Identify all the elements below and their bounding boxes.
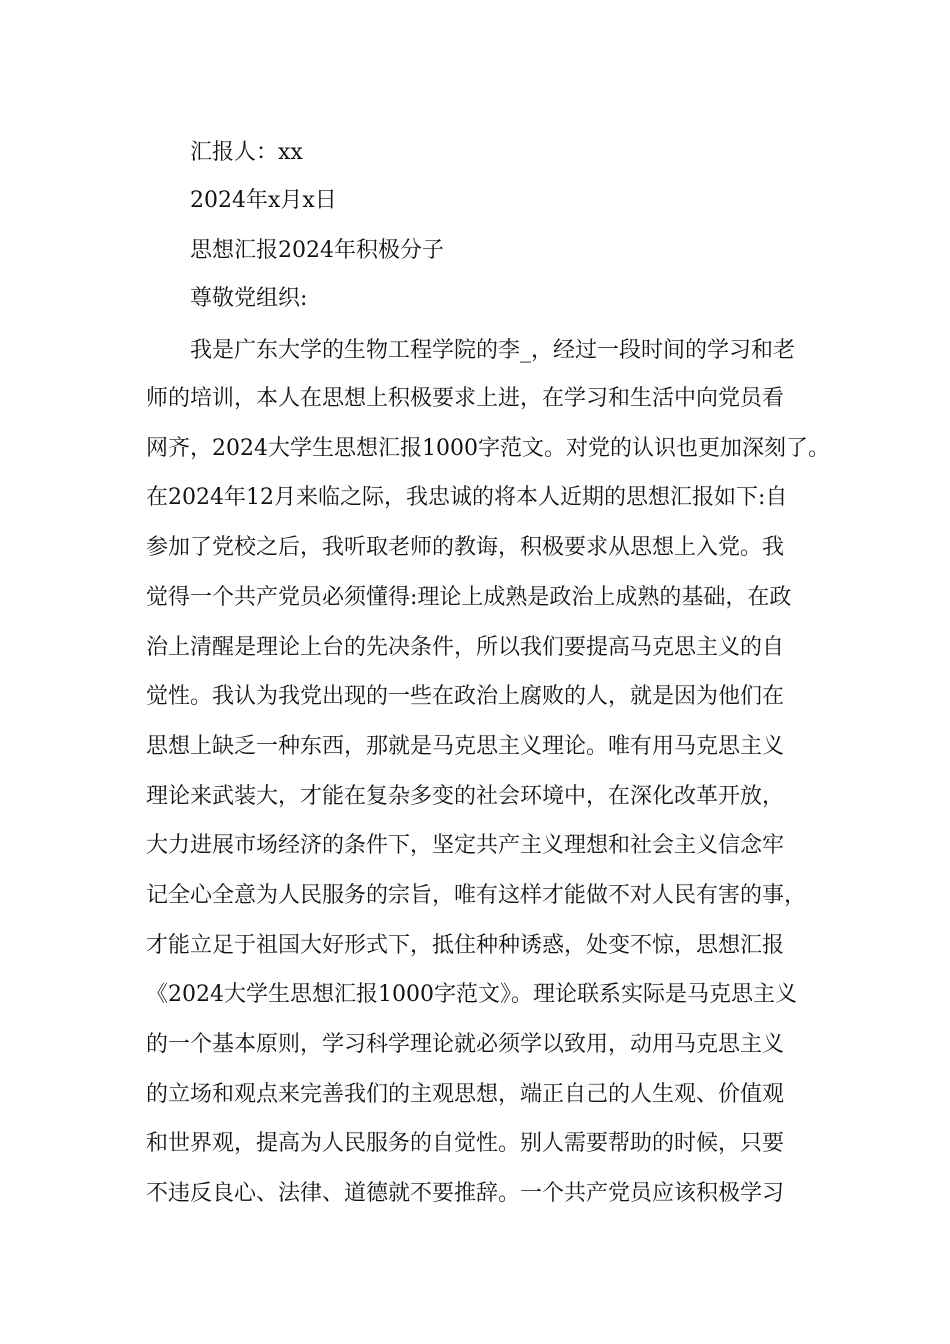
body-line: 觉性。我认为我党出现的一些在政治上腐败的人，就是因为他们在: [146, 684, 785, 709]
document-title: 思想汇报2024年积极分子: [190, 238, 444, 263]
body-line: 的立场和观点来完善我们的主观思想，端正自己的人生观、价值观: [146, 1082, 785, 1107]
body-line: 思想上缺乏一种东西，那就是马克思主义理论。唯有用马克思主义: [146, 734, 785, 759]
body-line: 不违反良心、法律、道德就不要推辞。一个共产党员应该积极学习: [146, 1181, 785, 1206]
body-line: 觉得一个共产党员必须懂得:理论上成熟是政治上成熟的基础，在政: [146, 585, 792, 610]
body-line: 的一个基本原则，学习科学理论就必须学以致用，动用马克思主义: [146, 1032, 785, 1057]
body-line: 在2024年12月来临之际，我忠诚的将本人近期的思想汇报如下:自: [146, 485, 788, 510]
body-line: 和世界观，提高为人民服务的自觉性。别人需要帮助的时候，只要: [146, 1131, 785, 1156]
salutation: 尊敬党组织:: [190, 286, 308, 311]
body-line: 《2024大学生思想汇报1000字范文》。理论联系实际是马克思主义: [146, 982, 797, 1007]
body-line: 理论来武装大，才能在复杂多变的社会环境中，在深化改革开放，: [146, 784, 785, 809]
body-line: 记全心全意为人民服务的宗旨，唯有这样才能做不对人民有害的事，: [146, 883, 807, 908]
body-line: 我是广东大学的生物工程学院的李_，经过一段时间的学习和老: [190, 338, 796, 363]
date-line: 2024年x月x日: [190, 188, 337, 213]
body-line: 师的培训，本人在思想上积极要求上进，在学习和生活中向党员看: [146, 386, 785, 411]
body-line: 治上清醒是理论上台的先决条件，所以我们要提高马克思主义的自: [146, 635, 785, 660]
body-line: 网齐，2024大学生思想汇报1000字范文。对党的认识也更加深刻了。: [146, 436, 830, 461]
body-line: 参加了党校之后，我听取老师的教诲，积极要求从思想上入党。我: [146, 535, 785, 560]
body-line: 大力进展市场经济的条件下，坚定共产主义理想和社会主义信念牢: [146, 833, 785, 858]
reporter-line: 汇报人：xx: [190, 140, 303, 165]
body-line: 才能立足于祖国大好形式下，抵住种种诱惑，处变不惊，思想汇报: [146, 933, 785, 958]
